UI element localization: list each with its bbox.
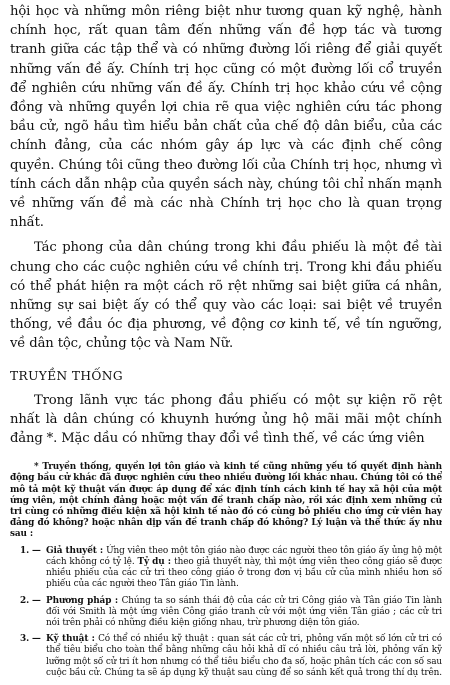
footnote-item-label: Giả thuyết : bbox=[46, 545, 107, 556]
body-paragraph-2: Tác phong của dân chúng trong khi đầu phiếu là một đề tài chung cho các cuộc nghiên cứu về chính trị. Trong khi đầu phiếu có thể phát hiện ra một cách rõ rệt những sai biệt giữa cá nhân, những sự sai biệt ấy có thể quy vào các loại: sai biệt về truyền thống, về đầu óc địa phương, về động cơ kinh tế, về tín ngưỡng, về dân tộc, chủng tộc và Nam Nữ. bbox=[10, 240, 442, 352]
body-paragraph-1: hội học và những môn riêng biệt như tương quan kỹ nghệ, hành chính học, rất quan tâm đến những vấn đề hợp tác và tương tranh giữa các tập thể và có những đường lối riêng để giải quyết những vấn đề ấy. Chính trị học cũng có một đường lối cổ truyền để nghiên cứu những vấn đề ấy. Chính trị học khảo cứu về cộng đồng và những quyền lợi chia rẽ qua việc nghiên cứu tác phong bầu cử, ngõ hầu tìm hiểu bản chất của chế độ dân biểu, của các chính đảng, của các nhóm gây áp lực và các định chế công quyền. Chúng tôi cũng theo đường lối của Chính trị học, nhưng vì tính cách dẫn nhập của quyền sách này, chúng tôi chỉ nhấn mạnh về những vấn đề mà các nhà Chính trị học cho là quan trọng nhất. bbox=[10, 4, 442, 231]
footnote-item-number: 3. — bbox=[20, 634, 41, 645]
footnote-item-text: Ứng viên theo một tôn giáo nào được các người theo tôn giáo ấy ủng hộ một cách không có tỷ lệ. bbox=[46, 545, 442, 567]
footnote-item-text: Chúng ta so sánh thái độ của các cử tri Công giáo và Tân giáo Tin lành đối với Smith là một ứng viên Công giáo tranh cử với một ứng viên Tân giáo ; các cử tri nói trên phải có những điều kiện giống nhau, trừ phương diện tôn giáo. bbox=[46, 595, 442, 628]
footnote-item-number: 2. — bbox=[20, 595, 41, 606]
footnote-item-2 bbox=[10, 596, 442, 630]
footnote-block bbox=[10, 462, 442, 679]
footnote-example-label: Tỷ dụ : bbox=[137, 556, 175, 567]
section-paragraph: Trong lãnh vực tác phong đầu phiếu có một sự kiện rõ rệt nhất là dân chúng có khuynh hướng ủng hộ mãi mãi một chính đảng *. Mặc dầu có những thay đổi về tình thế, về các ứng viên bbox=[10, 392, 442, 447]
footnote-item-label: Phương pháp : bbox=[46, 595, 122, 606]
footnote-example-text: theo giả thuyết này, thì một ứng viên theo công giáo sẽ được nhiều phiếu của các cử tri theo công giáo ở trong đơn vị bầu cử của mình nhiều hơn số phiếu của các người theo Tân giáo Tin lành. bbox=[46, 556, 442, 590]
footnote-item-text: Có thể có nhiều kỹ thuật : quan sát các cử tri, phỏng vấn một số lớn cử tri có thể tiêu biểu cho toàn thể bằng những câu hỏi khả dĩ có nhiều câu trả lời, phỏng vấn kỹ lưỡng một số cử tri ít hơn nhưng có thể tiêu biểu cho đa số, hoặc phân tích các con số sau cuộc bầu cử. Chúng ta sẽ áp dụng kỹ thuật sau cùng để so sánh kết quả trong thí dụ trên. bbox=[46, 634, 442, 678]
footnote-item-3 bbox=[10, 634, 442, 679]
footnote-item-label: Kỹ thuật : bbox=[46, 634, 99, 645]
footnote-item-1 bbox=[10, 546, 442, 591]
footnote-item-number: 1. — bbox=[20, 545, 41, 556]
section-heading: TRUYỀN THỐNG bbox=[10, 368, 124, 383]
document-page bbox=[10, 2, 442, 682]
footnote-intro: * Truyền thống, quyền lợi tôn giáo và kinh tế cũng những yếu tố quyết định hành động bầu cử khác đã được nghiên cứu theo nhiều đường lối khác nhau. Chúng tôi có thể mô tả một kỹ thuật vấn được áp dụng để xác định tính cách kinh tế hay xã hội của một ứng viên, một chính đảng hoặc một vấn đề tranh chấp nào, rồi xác định xem những cử tri cùng có những điều kiện xã hội kinh tế nào đó có cùng bỏ phiếu cho ứng cử viên hay đảng đó không? hoặc nhân dịp vấn đề tranh chấp đó không? Lý luận và thể thức ấy như sau : bbox=[10, 462, 442, 540]
